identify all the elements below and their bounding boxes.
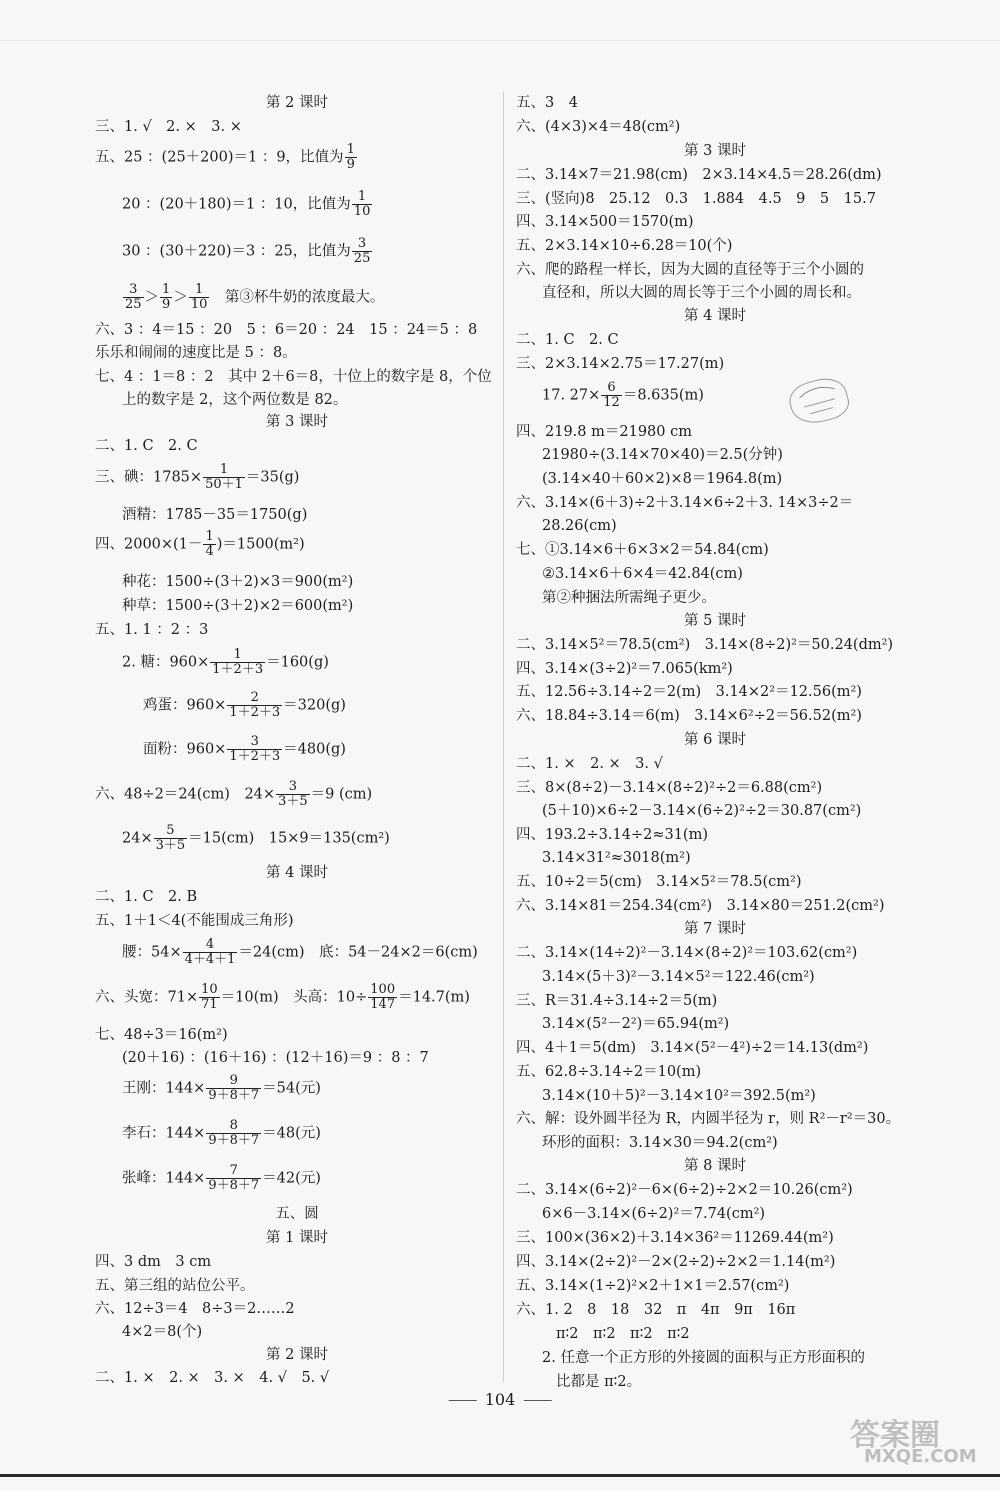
answer-line: 三、1. √ 2. × 3. ×	[95, 119, 242, 135]
answer-line: 二、3.14×(6÷2)²－6×(6÷2)÷2×2＝10.26(cm²)	[516, 1182, 853, 1198]
answer-line: 四、2000×(1－ $\frac{1}{4}$ )＝1500(m²)	[95, 529, 305, 559]
answer-line: 六、3.14×(6＋3)÷2＋3.14×6÷2＋3. 14×3÷2＝	[516, 495, 854, 511]
answer-line: 二、3.14×(14÷2)²－3.14×(8÷2)²＝103.62(cm²)	[516, 945, 858, 961]
answer-line: 乐乐和闹闹的速度比是 5 ：8。	[95, 345, 297, 361]
answer-line: 四、3.14×(3÷2)²＝7.065(km²)	[516, 661, 733, 677]
answer-line: 3.14×(5＋3)²－3.14×5²＝122.46(cm²)	[542, 969, 815, 985]
answer-line: 六、3.14×81＝254.34(cm²) 3.14×80＝251.2(cm²)	[516, 898, 885, 914]
answer-line: 五、第三组的站位公平。	[95, 1278, 255, 1294]
answer-line: ②3.14×6＋6×4＝42.84(cm)	[542, 566, 743, 582]
answer-line: 五、3.14×(1÷2)²×2＋1×1＝2.57(cm²)	[516, 1278, 790, 1294]
answer-line: 3.14×31²≈3018(m²)	[542, 850, 691, 866]
section-heading: 第 1 课时	[266, 1230, 328, 1246]
answer-line: 七、48÷3＝16(m²)	[95, 1027, 228, 1043]
answer-line: 三、8×(8÷2)－3.14×(8÷2)²÷2＝6.88(cm²)	[516, 780, 823, 796]
answer-line: (5＋10)×6÷2－3.14×(6÷2)²÷2＝30.87(cm²)	[542, 803, 862, 819]
answer-line: 二、1. × 2. × 3. × 4. √ 5. √	[95, 1370, 330, 1386]
answer-line: 七、①3.14×6＋6×3×2＝54.84(cm)	[516, 542, 769, 558]
answer-line: 六、头宽：71× $\frac{10}{71}$ ＝10(m) 头高：10÷ $\frac{100}{147}$ ＝14.7(m)	[95, 982, 470, 1012]
answer-line: 二、1. C 2. B	[95, 889, 198, 905]
section-heading: 第 3 课时	[266, 414, 328, 430]
answer-line: 30 ：(30＋220)＝3 ：25，比值为 $\frac{3}{25}$	[122, 236, 371, 266]
section-heading: 第 7 课时	[684, 921, 746, 937]
answer-line: 二、3.14×7＝21.98(cm) 2×3.14×4.5＝28.26(dm)	[516, 167, 882, 183]
answer-line: 环形的面积：3.14×30＝94.2(cm²)	[542, 1135, 778, 1151]
answer-line: 二、1. × 2. × 3. √	[516, 756, 663, 772]
answer-line: 鸡蛋：960× $\frac{2}{1+2+3}$ ＝320(g)	[143, 690, 346, 720]
answer-line: 王刚：144× $\frac{9}{9+8+7}$ ＝54(元)	[122, 1073, 321, 1103]
page-number: 104	[441, 1390, 560, 1409]
section-heading: 第 6 课时	[684, 732, 746, 748]
section-heading: 第 8 课时	[684, 1158, 746, 1174]
answer-line: 面粉：960× $\frac{3}{1+2+3}$ ＝480(g)	[143, 734, 346, 764]
answer-line: 三、R＝31.4÷3.14÷2＝5(m)	[516, 993, 718, 1009]
answer-line: 五、12.56÷3.14÷2＝2(m) 3.14×2²＝12.56(m²)	[516, 684, 862, 700]
answer-line: 比都是 π∶2。	[556, 1374, 642, 1390]
answer-line: 种花：1500÷(3＋2)×3＝900(m²)	[122, 574, 354, 590]
answer-line: (20＋16) ：(16＋16) ：(12＋16)＝9 ：8 ：7	[122, 1050, 429, 1066]
answer-line: 四、3 dm 3 cm	[95, 1254, 212, 1270]
answer-line: 五、1＋1＜4(不能围成三角形)	[95, 913, 294, 929]
answer-line: (3.14×40＋60×2)×8＝1964.8(m)	[542, 471, 783, 487]
section-heading: 第 2 课时	[266, 1347, 328, 1363]
answer-line: 2. 任意一个正方形的外接圆的面积与正方形面积的	[542, 1350, 865, 1366]
answer-line: $\frac{3}{25}$ ＞ $\frac{1}{9}$ ＞ $\frac{1}{10}$ 第③杯牛奶的浓度最大。	[125, 282, 385, 312]
answer-line: 四、4＋1＝5(dm) 3.14×(5²－4²)÷2＝14.13(dm²)	[516, 1040, 869, 1056]
answer-line: 二、3.14×5²＝78.5(cm²) 3.14×(8÷2)²＝50.24(dm²)	[516, 637, 894, 653]
answer-line: 4×2＝8(个)	[122, 1324, 203, 1340]
answer-line: 20 ：(20＋180)＝1 ：10，比值为 $\frac{1}{10}$	[122, 189, 371, 219]
answer-line: 五、62.8÷3.14÷2＝10(m)	[516, 1064, 702, 1080]
bottom-rule	[0, 1474, 1000, 1477]
answer-line: 3.14×(10＋5)²－3.14×10²＝392.5(m²)	[542, 1088, 816, 1104]
answer-line: 第②种捆法所需绳子更少。	[542, 590, 716, 606]
section-heading: 第 4 课时	[266, 865, 328, 881]
answer-line: 6×6－3.14×(6÷2)²＝7.74(cm²)	[542, 1206, 766, 1222]
answer-line: 五、3 4	[516, 95, 578, 111]
answer-line: 三、(竖向)8 25.12 0.3 1.884 4.5 9 5 15.7	[516, 191, 876, 207]
answer-line: 3.14×(5²－2²)＝65.94(m²)	[542, 1016, 730, 1032]
answer-line: π∶2 π∶2 π∶2 π∶2	[556, 1326, 690, 1342]
answer-line: 五、25 ：(25＋200)＝1 ：9，比值为 $\frac{1}{9}$	[95, 142, 355, 172]
answer-line: 二、1. C 2. C	[516, 332, 619, 348]
answer-line: 张峰：144× $\frac{7}{9+8+7}$ ＝42(元)	[122, 1163, 321, 1193]
answer-line: 酒精：1785－35＝1750(g)	[122, 507, 308, 523]
answer-line: 五、1. 1 ：2 ：3	[95, 622, 209, 638]
section-heading: 第 3 课时	[684, 143, 746, 159]
answer-line: 三、100×(36×2)＋3.14×36²＝11269.44(m²)	[516, 1230, 834, 1246]
answer-line: 李石：144× $\frac{8}{9+8+7}$ ＝48(元)	[122, 1118, 321, 1148]
answer-line: 六、解：设外圆半径为 R，内圆半径为 r，则 R²－r²＝30。	[516, 1111, 901, 1127]
answer-line: 21980÷(3.14×70×40)＝2.5(分钟)	[542, 447, 783, 463]
answer-line: 五、2×3.14×10÷6.28＝10(个)	[516, 238, 733, 254]
answer-line: 三、碘：1785× $\frac{1}{50+1}$ ＝35(g)	[95, 462, 300, 492]
answer-line: 六、48÷2＝24(cm) 24× $\frac{3}{3+5}$ ＝9 (cm)	[95, 779, 373, 809]
answer-line: 上的数字是 2，这个两位数是 82。	[122, 392, 348, 408]
answer-line: 四、3.14×500＝1570(m)	[516, 214, 694, 230]
answer-line: 2. 糖：960× $\frac{1}{1+2+3}$ ＝160(g)	[122, 647, 329, 677]
watermark-logo: 答案圈 MXQE.COM	[850, 1418, 977, 1467]
column-divider	[503, 92, 504, 1382]
answer-line: 六、12÷3＝4 8÷3＝2……2	[95, 1301, 295, 1317]
answer-line: 直径和，所以大圆的周长等于三个小圆的周长和。	[542, 285, 861, 301]
answer-line: 二、1. C 2. C	[95, 438, 198, 454]
stamp-seal	[786, 373, 853, 429]
answer-line: 四、219.8 m＝21980 cm	[516, 424, 692, 440]
answer-line: 24× $\frac{5}{3+5}$ ＝15(cm) 15×9＝135(cm²)	[122, 823, 390, 853]
answer-line: 四、3.14×(2÷2)²－2×(2÷2)÷2×2＝1.14(m²)	[516, 1254, 836, 1270]
answer-line: 六、18.84÷3.14＝6(m) 3.14×6²÷2＝56.52(m²)	[516, 708, 862, 724]
chapter-heading: 五、圆	[275, 1206, 319, 1222]
answer-line: 三、2×3.14×2.75＝17.27(m)	[516, 356, 725, 372]
answer-line: 腰：54× $\frac{4}{4+4+1}$ ＝24(cm) 底：54－24×2＝6(cm)	[122, 937, 478, 967]
section-heading: 第 5 课时	[684, 613, 746, 629]
answer-line: 五、10÷2＝5(cm) 3.14×5²＝78.5(cm²)	[516, 874, 802, 890]
answer-line: 六、3 ：4＝15 ：20 5 ：6＝20 ：24 15 ：24＝5 ：8	[95, 322, 478, 338]
section-heading: 第 2 课时	[266, 95, 328, 111]
section-heading: 第 4 课时	[684, 308, 746, 324]
answer-line: 17. 27× $\frac{6}{12}$ ＝8.635(m)	[542, 380, 704, 410]
answer-line: 28.26(cm)	[542, 518, 617, 534]
answer-line: 种草：1500÷(3＋2)×2＝600(m²)	[122, 598, 354, 614]
answer-line: 四、193.2÷3.14÷2≈31(m)	[516, 827, 708, 843]
answer-line: 六、1. 2 8 18 32 π 4π 9π 16π	[516, 1302, 796, 1318]
answer-line: 六、爬的路程一样长，因为大圆的直径等于三个小圆的	[516, 262, 864, 278]
answer-line: 七、4 ：1＝8 ：2 其中 2＋6＝8，十位上的数字是 8，个位	[95, 369, 492, 385]
top-rule	[0, 40, 1000, 41]
answer-line: 六、(4×3)×4＝48(cm²)	[516, 119, 681, 135]
